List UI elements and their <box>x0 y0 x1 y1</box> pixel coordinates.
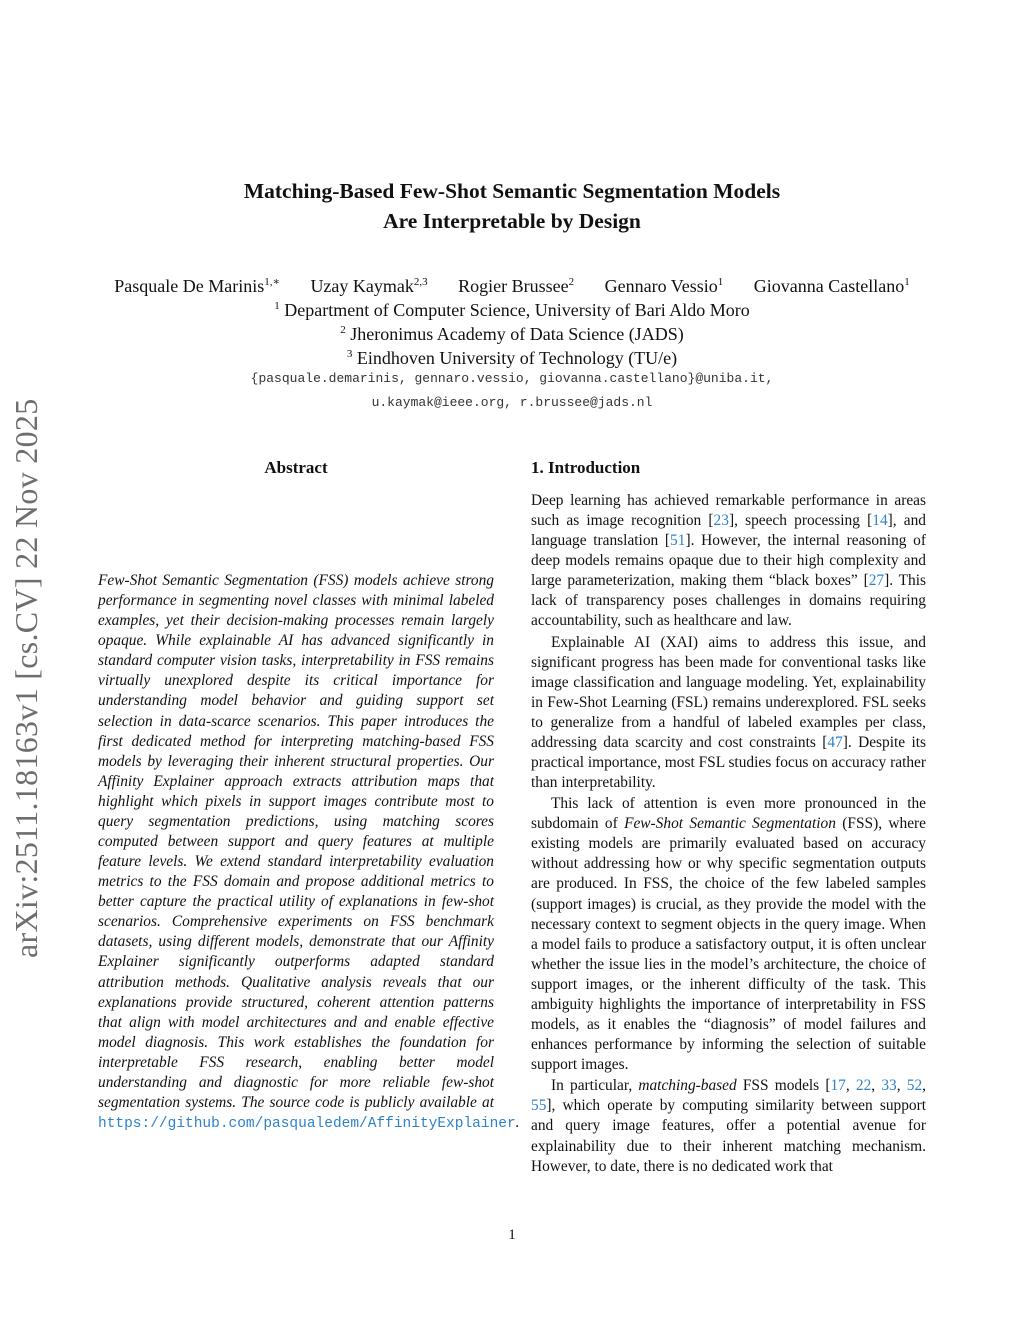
title-line-2: Are Interpretable by Design <box>383 209 641 233</box>
author: Uzay Kaymak$^{2,3}$ <box>310 276 428 296</box>
author: Gennaro Vessio$^1$ <box>604 276 724 296</box>
affiliation: $^3$ Eindhoven University of Technology (TU/e) <box>346 348 678 368</box>
citation-link[interactable]: 17 <box>830 1077 846 1095</box>
source-code-link[interactable]: https://github.com/pasqualedem/AffinityExplainer <box>98 1116 516 1133</box>
intro-paragraph: Explainable AI (XAI) aims to address this issue, and significant progress has been made for conventional tasks like image classification and language modeling. Yet, explainability in Few-Shot Learning (FSL) remains underexplored. FSL seeks to generalize from a handful of labeled examples per class, addressing data scarcity and cost constraints [47]. Despite its practical importance, most FSL studies focus on accuracy rather than interpretability. <box>531 633 926 792</box>
paper-title <box>0 176 1024 236</box>
citation-link[interactable]: 47 <box>827 733 843 751</box>
intro-paragraph: This lack of attention is even more pronounced in the subdomain of Few-Shot Semantic Segmentation (FSS), where existing models are primarily evaluated based on accuracy without addressing how or why specific segmentation outputs are produced. In FSS, the choice of the few labeled samples (support images) is crucial, as they provide the model with the necessary context to segment objects in the query image. When a model fails to produce a satisfactory output, it is often unclear whether the issue lies in the model’s architecture, the choice of support images, or the inherent difficulty of the task. This ambiguity highlights the importance of interpretability in FSS models, as it enables the “diagnosis” of model failures and enhances performance by informing the selection of suitable support images. <box>531 795 927 1074</box>
citation-link[interactable]: 33 <box>881 1077 897 1095</box>
affiliation: $^2$ Jheronimus Academy of Data Science (JADS) <box>340 324 684 344</box>
arxiv-identifier: arXiv:2511.18163v1 [cs.CV] 22 Nov 2025 <box>8 398 44 958</box>
introduction-heading: 1. Introduction <box>531 458 641 477</box>
citation-link[interactable]: 51 <box>670 532 686 550</box>
author: Pasquale De Marinis$^{1,∗}$ <box>114 276 280 296</box>
citation-link[interactable]: 27 <box>868 572 885 590</box>
title-line-1: Matching-Based Few-Shot Semantic Segmentation Models <box>243 179 781 203</box>
email-line-2: u.kaymak@ieee.org, r.brussee@jads.nl <box>371 395 653 410</box>
email-line-1: {pasquale.demarinis, gennaro.vessio, giovanna.castellano}@uniba.it, <box>250 371 774 386</box>
author: Giovanna Castellano$^1$ <box>753 276 910 296</box>
intro-paragraph: In particular, matching-based FSS models [17, 22, 33, 52, 55], which operate by computing similarity between support and query image features, offer a potential avenue for explainability due to their inherent matching mechanism. However, to date, there is no dedicated work that <box>531 1077 926 1175</box>
abstract-heading: Abstract <box>264 458 328 477</box>
page-number: 1 <box>508 1227 516 1243</box>
citation-link[interactable]: 55 <box>531 1097 547 1115</box>
citation-link[interactable]: 52 <box>906 1077 923 1095</box>
citation-link[interactable]: 22 <box>855 1077 872 1095</box>
author: Rogier Brussee$^2$ <box>458 276 575 296</box>
citation-link[interactable]: 23 <box>713 512 729 530</box>
affiliation: $^1$ Department of Computer Science, University of Bari Aldo Moro <box>274 300 750 320</box>
introduction-body <box>531 491 926 1178</box>
citation-link[interactable]: 14 <box>872 512 888 530</box>
abstract-body: Few-Shot Semantic Segmentation (FSS) models achieve strong performance in segmenting novel classes with minimal labeled examples, yet their decision-making processes remain largely opaque. While explainable AI has advanced significantly in standard computer vision tasks, interpretability in FSS remains virtually unexplored despite its critical importance for understanding model behavior and guiding support set selection in data-scarce scenarios. This paper introduces the first dedicated method for interpreting matching-based FSS models by leveraging their inherent structural properties. Our Affinity Explainer approach extracts attribution maps that highlight which pixels in support images contribute most to query segmentation predictions, using matching scores computed between support and query features at multiple feature levels. We extend standard interpretability evaluation metrics to the FSS domain and propose additional metrics to better capture the practical utility of explanations in few-shot scenarios. Comprehensive experiments on FSS benchmark datasets, using different models, demonstrate that our Affinity Explainer significantly outperforms adapted standard attribution methods. Qualitative analysis reveals that our explanations provide structured, coherent attention patterns that align with model architectures and and enable effective model diagnosis. This work establishes the foundation for interpretable FSS research, enabling better model understanding and diagnostic for more reliable few-shot segmentation systems. The source code is publicly available at https://github.com/pasqualedem/AffinityExplainer. <box>98 572 520 1133</box>
intro-paragraph: Deep learning has achieved remarkable performance in areas such as image recognition [23], speech processing [14], and language translation [51]. However, the internal reasoning of deep models remains opaque due to their high complexity and large parameterization, making them “black boxes” [27]. This lack of transparency poses challenges in domains requiring accountability, such as healthcare and law. <box>531 492 927 630</box>
